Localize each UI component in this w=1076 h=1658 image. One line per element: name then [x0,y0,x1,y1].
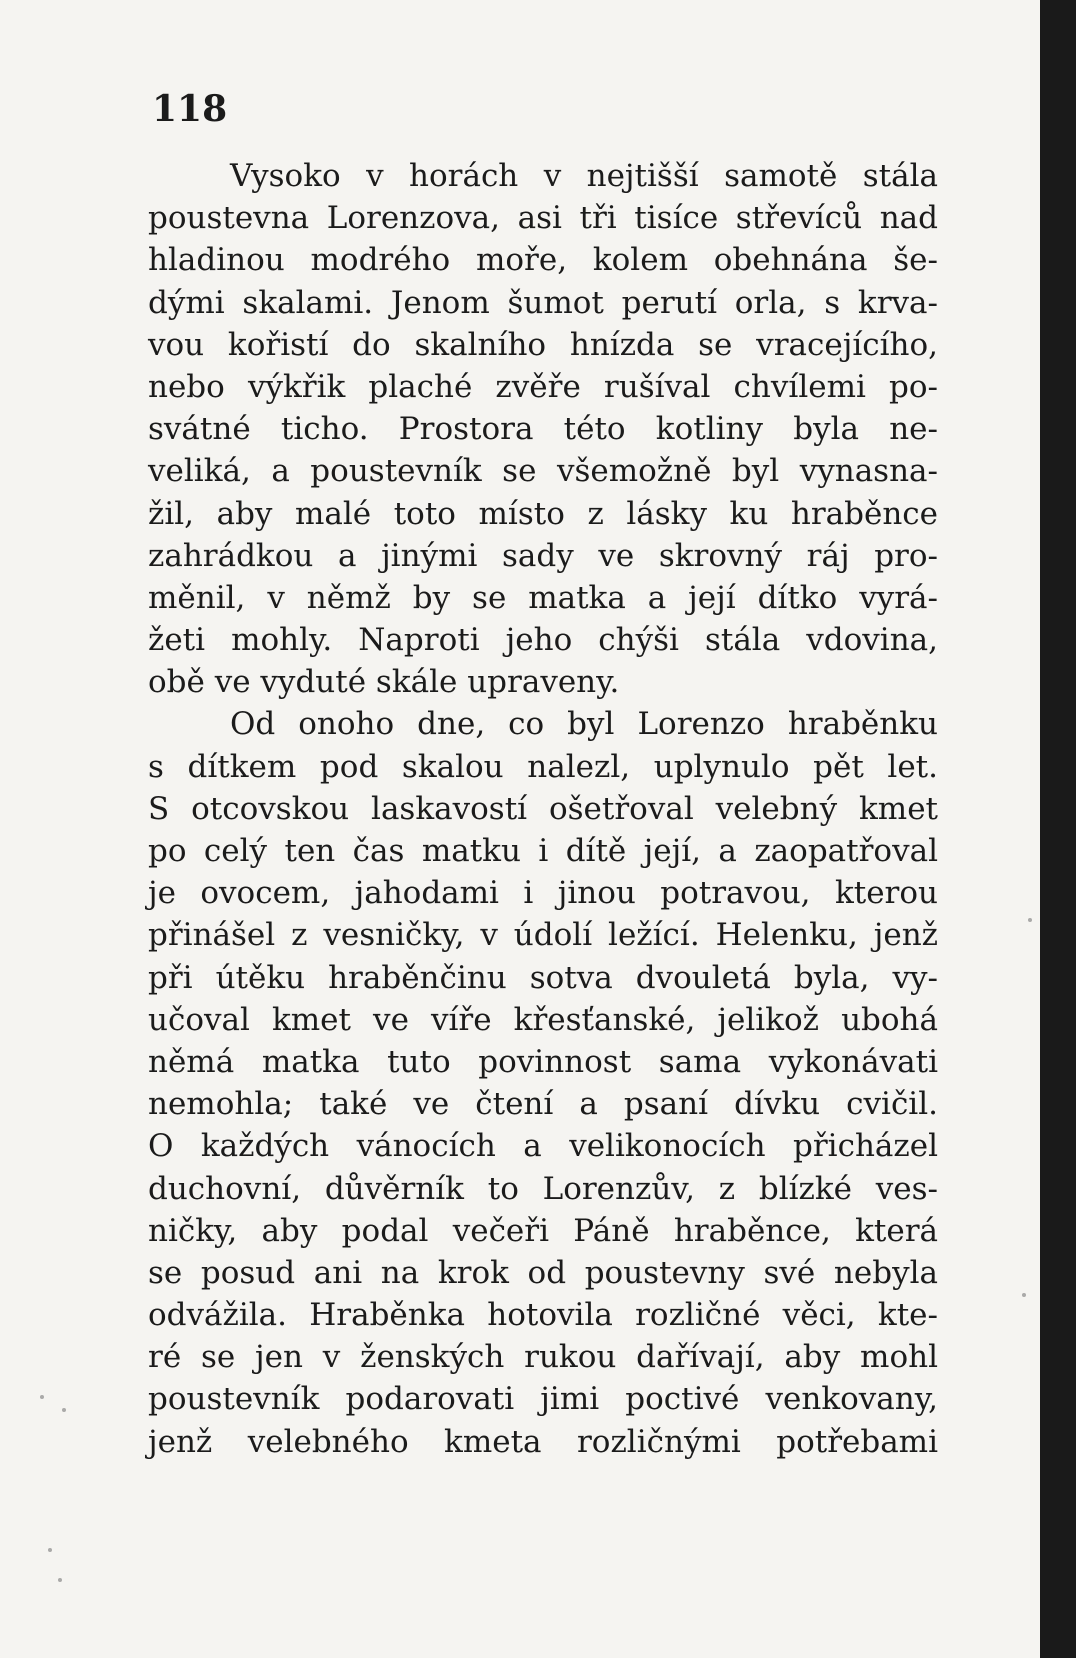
text-line: vou kořistí do skalního hnízda se vracejícího, [148,326,938,363]
text-line: Od onoho dne, co byl Lorenzo hraběnku [230,706,938,743]
text-line: veliká, a poustevník se všemožně byl vynasna- [148,453,938,490]
text-line: svátné ticho. Prostora této kotliny byla ne- [148,411,938,448]
text-line: s dítkem pod skalou nalezl, uplynulo pět let. [148,748,938,785]
text-line: ré se jen v ženských rukou dařívají, aby mohl [148,1339,938,1376]
text-line: je ovocem, jahodami i jinou potravou, kterou [148,875,938,912]
page-number: 118 [152,88,228,130]
text-line: poustevna Lorenzova, asi tři tisíce střevíců nad [148,200,938,237]
scan-speck [40,1395,44,1399]
text-line: ničky, aby podal večeři Páně hraběnce, která [148,1212,938,1249]
text-line: se posud ani na krok od poustevny své nebyla [148,1254,938,1291]
text-line: O každých vánocích a velikonocích přicházel [148,1128,938,1165]
text-line: při útěku hraběnčinu sotva dvouletá byla, vy- [148,959,938,996]
text-line: žeti mohly. Naproti jeho chýši stála vdovina, [148,622,938,659]
text-line: nemohla; také ve čtení a psaní dívku cvičil. [148,1086,938,1123]
text-line: jenž velebného kmeta rozličnými potřebami [148,1423,938,1460]
scan-speck [1022,1293,1026,1297]
text-line: zahrádkou a jinými sady ve skrovný ráj pro- [148,537,938,574]
text-line: hladinou modrého moře, kolem obehnána še- [148,242,938,279]
text-line: měnil, v němž by se matka a její dítko vyrá- [148,579,938,616]
text-line: po celý ten čas matku i dítě její, a zaopatřoval [148,833,938,869]
text-line: nebo výkřik plaché zvěře rušíval chvílemi po- [148,368,938,405]
text-line: němá matka tuto povinnost sama vykonávati [148,1043,938,1080]
text-line: učoval kmet ve víře křesťanské, jelikož ubohá [148,1001,938,1038]
body-text [148,155,938,1463]
text-line: obě ve vyduté skále upraveny. [148,664,620,701]
text-line: odvážila. Hraběnka hotovila rozličné věci, kte- [148,1297,938,1334]
text-line: Vysoko v horách v nejtišší samotě stála [230,158,938,194]
text-line: přinášel z vesničky, v údolí ležící. Helenku, jenž [148,917,938,954]
scan-speck [1028,918,1032,922]
text-line: poustevník podarovati jimi poctivé venkovany, [148,1381,938,1418]
text-line: žil, aby malé toto místo z lásky ku hraběnce [148,495,938,532]
scan-speck [48,1548,52,1552]
scan-speck [62,1408,66,1412]
scan-speck [58,1578,62,1582]
text-line: duchovní, důvěrník to Lorenzův, z blízké ves- [148,1170,938,1207]
text-line: dými skalami. Jenom šumot perutí orla, s krva- [148,284,938,321]
text-line: S otcovskou laskavostí ošetřoval velebný kmet [148,790,938,827]
